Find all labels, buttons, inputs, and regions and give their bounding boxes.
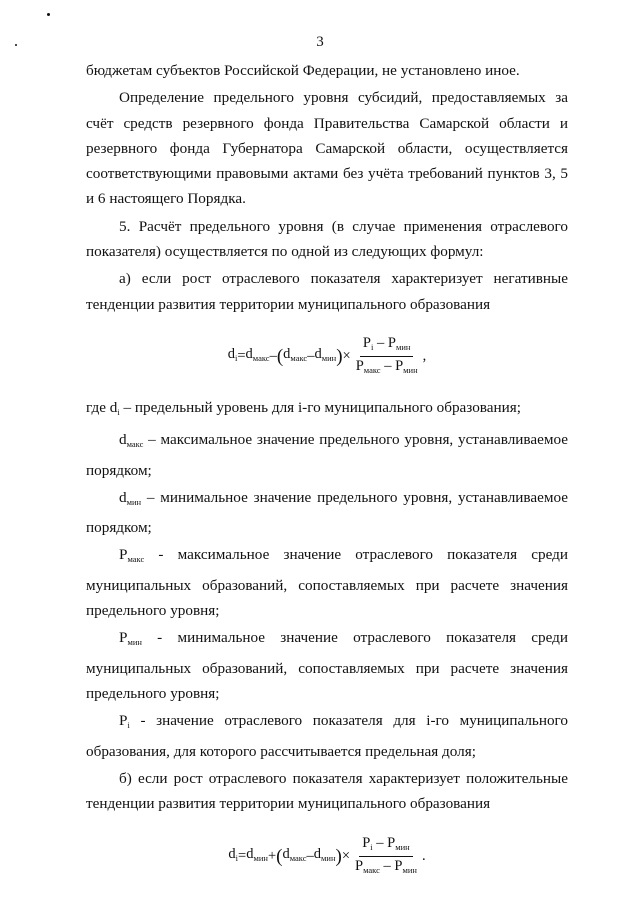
fraction-numerator: $P_i - P_{мин}$ — [360, 335, 414, 357]
formula-term: $d_{мин}$ — [313, 845, 336, 863]
fraction-denominator: $P_{макс} - P_{мин}$ — [355, 358, 418, 376]
formula-term: $d_{мин}$ — [314, 346, 337, 364]
formula-term: $d_{мин}$ — [246, 845, 268, 863]
formula-fraction — [352, 835, 420, 878]
definition-pmin: $P_{мин}$ - минимальное значение отраслевого показателя среди муниципальных образований, сопоставляемых при расчете значения предельного уровня; — [86, 629, 568, 702]
definition-di: где $d_i$ – предельный уровень для i-го муниципального образования; — [86, 398, 521, 417]
document-body — [86, 58, 568, 894]
paragraph: б) если рост отраслевого показателя характеризует положительные тенденции развития территории муниципального образования — [86, 769, 568, 813]
formula-fraction — [353, 335, 421, 378]
page-number: 3 — [316, 34, 324, 50]
formula-b: $d_i$ = $d_{мин}$ + ( $d_{макс}$ – $d_{мин}$ ) × $\frac{P_i - P_{мин}}{P_{макс} - P_{мин}}$ . — [86, 830, 568, 882]
paragraph: Определение предельного уровня субсидий, предоставляемых за счёт средств резервного фонда Правительства Самарской области и резервного фонда Губернатора Самарской области, осуществляется соответствующими правовыми актами без учёта требований пунктов 3, 5 и 6 настоящего Порядка. — [86, 89, 568, 208]
paragraph: бюджетам субъектов Российской Федерации, не установлено иное. — [86, 62, 520, 79]
formula-term: $d_{макс}$ — [245, 346, 270, 364]
formula-term: $d_{макс}$ — [282, 845, 307, 863]
definition-pi: $P_i$ - значение отраслевого показателя для i-го муниципального образования, для которого рассчитывается предельная доля; — [86, 712, 568, 760]
definition-dmin: $d_{мин}$ – минимальное значение предельного уровня, устанавливаемое порядком; — [86, 488, 568, 537]
formula-lhs: $d_i$ — [228, 845, 239, 863]
paragraph: а) если рост отраслевого показателя характеризует негативные тенденции развития территории муниципального образования — [86, 270, 568, 313]
formula-term: $d_{макс}$ — [283, 346, 308, 364]
formula-a: $d_i$ = $d_{макс}$ – ( $d_{макс}$ – $d_{мин}$ ) × $\frac{P_i - P_{мин}}{P_{макс} - P_{мин}}$ , — [86, 331, 568, 383]
scan-mark — [47, 13, 50, 16]
paragraph: 5. Расчёт предельного уровня (в случае применения отраслевого показателя) осуществляется по одной из следующих формул: — [86, 217, 568, 261]
fraction-denominator: $P_{макс} - P_{мин}$ — [355, 857, 417, 875]
fraction-numerator: $P_i - P_{мин}$ — [359, 835, 413, 857]
definition-pmax: $P_{макс}$ - максимальное значение отраслевого показателя среди муниципальных образований, сопоставляемых при расчете значения предельного уровня; — [86, 546, 568, 620]
definition-dmax: $d_{макс}$ – максимальное значение предельного уровня, устанавливаемое порядком; — [86, 431, 568, 479]
formula-lhs: $d_i$ — [227, 346, 238, 364]
